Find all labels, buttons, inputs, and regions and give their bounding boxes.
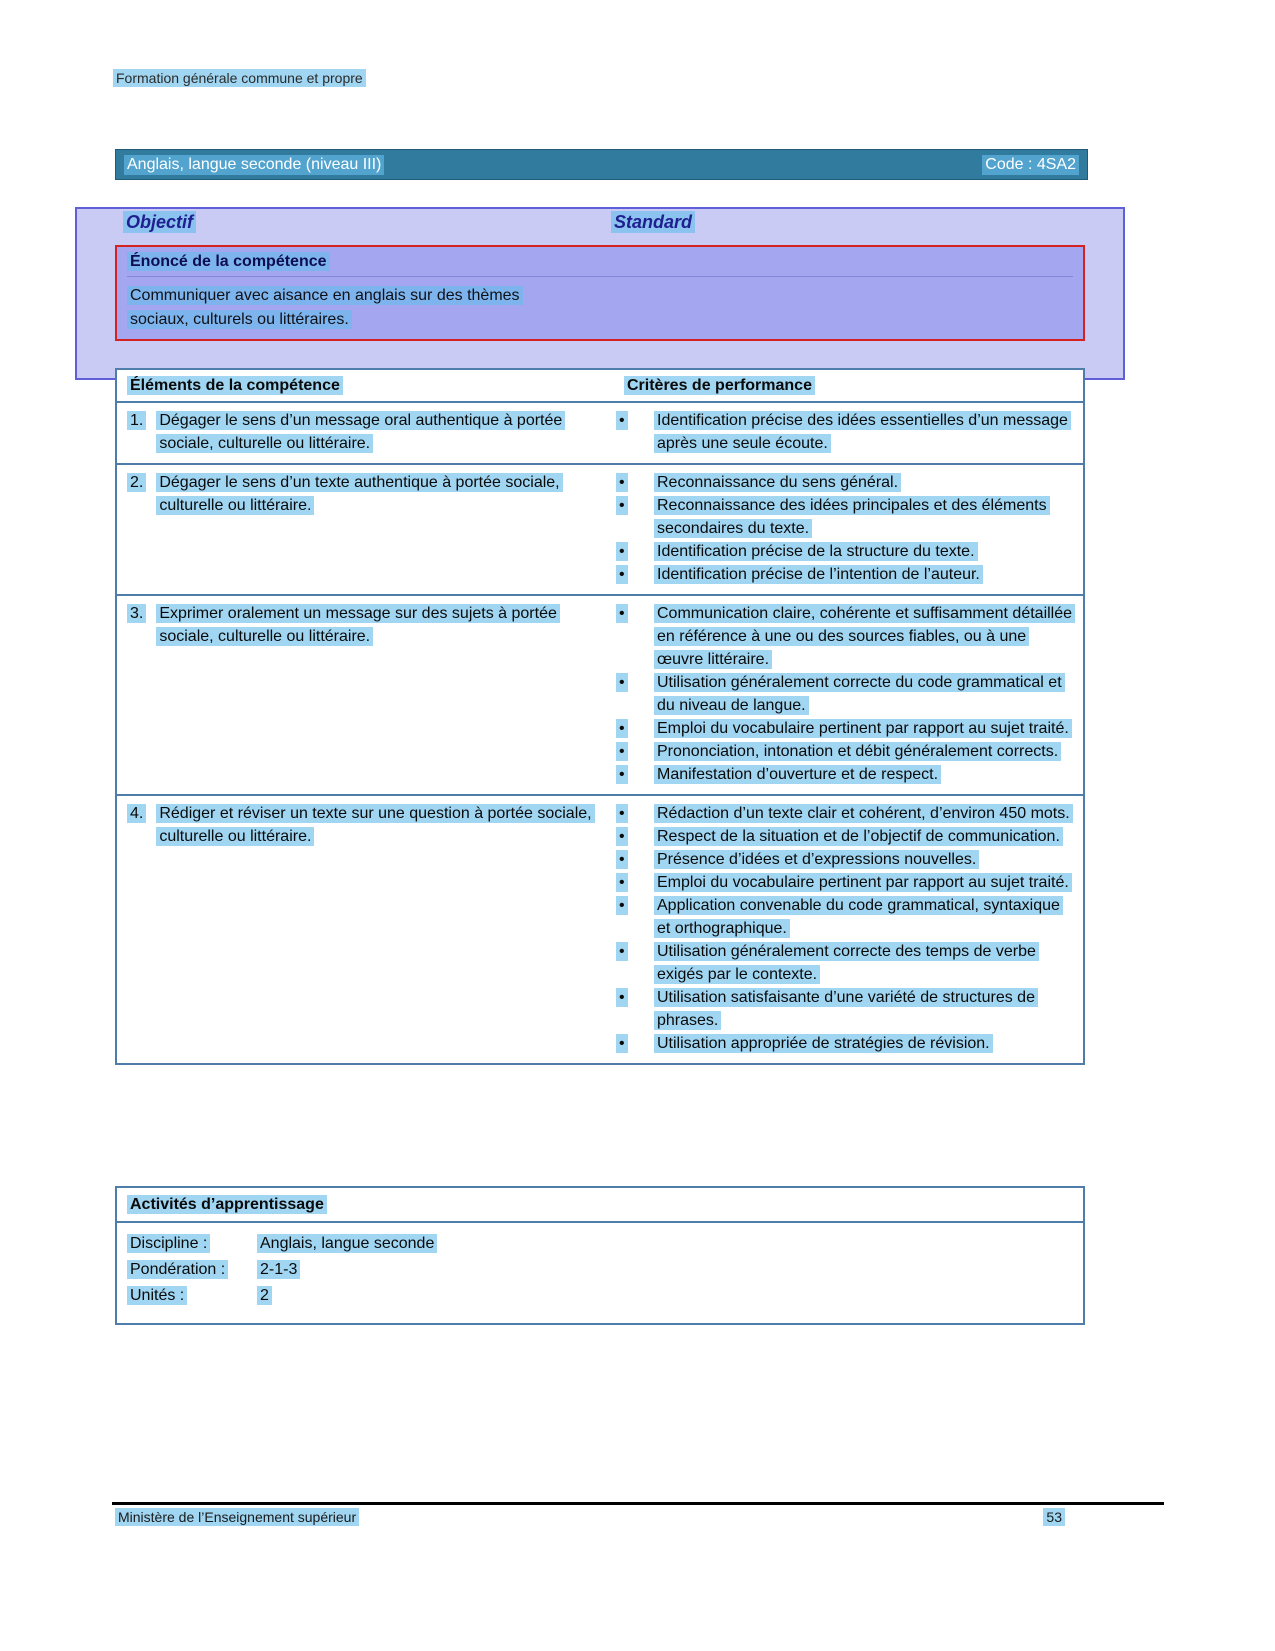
criterion-text: Utilisation satisfaisante d’une variété de structures de phrases.	[654, 986, 1077, 1032]
bullet-icon: •	[614, 471, 654, 494]
field-label: Discipline :	[127, 1231, 257, 1257]
bullet-icon: •	[614, 1032, 654, 1055]
criterion-text: Reconnaissance des idées principales et des éléments secondaires du texte.	[654, 494, 1077, 540]
criterion-item	[614, 802, 1077, 825]
criterion-text: Utilisation généralement correcte du code grammatical et du niveau de langue.	[654, 671, 1077, 717]
activites-apprentissage-box	[115, 1186, 1085, 1325]
criteria-cell	[614, 596, 1083, 794]
criterion-item	[614, 763, 1077, 786]
criterion-item	[614, 717, 1077, 740]
criterion-text: Manifestation d’ouverture et de respect.	[654, 763, 1077, 786]
activites-fields	[117, 1223, 1083, 1323]
criterion-text: Identification précise des idées essentielles d’un message après une seule écoute.	[654, 409, 1077, 455]
bullet-icon: •	[614, 409, 654, 455]
field-unites	[127, 1283, 1073, 1309]
element-text: Dégager le sens d’un texte authentique à portée sociale, culturelle ou littéraire.	[156, 471, 602, 586]
criteria-cell	[614, 465, 1083, 594]
standard-heading: Standard	[611, 212, 695, 233]
element-cell	[117, 596, 614, 794]
criterion-text: Application convenable du code grammatical, syntaxique et orthographique.	[654, 894, 1077, 940]
row-number: 3.	[127, 602, 146, 625]
bullet-icon: •	[614, 848, 654, 871]
element-text: Rédiger et réviser un texte sur une question à portée sociale, culturelle ou littéraire.	[156, 802, 602, 1055]
bullet-icon: •	[614, 602, 654, 671]
bullet-icon: •	[614, 894, 654, 940]
enonce-text: Communiquer avec aisance en anglais sur des thèmes sociaux, culturels ou littéraires.	[127, 284, 567, 332]
bullet-icon: •	[614, 802, 654, 825]
bullet-icon: •	[614, 871, 654, 894]
document-category-text: Formation générale commune et propre	[113, 69, 366, 87]
criterion-text: Identification précise de la structure du texte.	[654, 540, 1077, 563]
criterion-item	[614, 563, 1077, 586]
course-title: Anglais, langue seconde (niveau III)	[124, 155, 384, 175]
element-cell	[117, 465, 614, 594]
field-value: 2	[257, 1283, 272, 1309]
criteria-cell	[614, 403, 1083, 463]
field-value: Anglais, langue seconde	[257, 1231, 437, 1257]
row-number: 4.	[127, 802, 146, 825]
criterion-text: Identification précise de l’intention de l’auteur.	[654, 563, 1077, 586]
competence-table	[115, 368, 1085, 1065]
criterion-text: Reconnaissance du sens général.	[654, 471, 1077, 494]
enonce-title: Énoncé de la compétence	[127, 253, 1073, 277]
criterion-text: Prononciation, intonation et débit généralement corrects.	[654, 740, 1077, 763]
criterion-item	[614, 848, 1077, 871]
criterion-item	[614, 986, 1077, 1032]
table-row	[117, 596, 1083, 796]
field-ponderation	[127, 1257, 1073, 1283]
criterion-item	[614, 409, 1077, 455]
field-discipline	[127, 1231, 1073, 1257]
criterion-text: Rédaction d’un texte clair et cohérent, d’environ 450 mots.	[654, 802, 1077, 825]
footer-divider	[112, 1502, 1164, 1505]
criterion-text: Respect de la situation et de l’objectif de communication.	[654, 825, 1077, 848]
criterion-item	[614, 540, 1077, 563]
bullet-icon: •	[614, 740, 654, 763]
criterion-item	[614, 825, 1077, 848]
bullet-icon: •	[614, 540, 654, 563]
bullet-icon: •	[614, 671, 654, 717]
element-text: Exprimer oralement un message sur des sujets à portée sociale, culturelle ou littéraire.	[156, 602, 602, 786]
bullet-icon: •	[614, 717, 654, 740]
course-code: Code : 4SA2	[982, 155, 1079, 175]
field-value: 2-1-3	[257, 1257, 300, 1283]
objectif-heading: Objectif	[123, 212, 196, 233]
criterion-item	[614, 671, 1077, 717]
criterion-item	[614, 894, 1077, 940]
criterion-text: Emploi du vocabulaire pertinent par rapport au sujet traité.	[654, 717, 1077, 740]
table-header-row	[117, 370, 1083, 403]
row-number: 1.	[127, 409, 146, 432]
column-header-criteres: Critères de performance	[614, 370, 1083, 401]
bullet-icon: •	[614, 825, 654, 848]
element-text: Dégager le sens d’un message oral authentique à portée sociale, culturelle ou littéraire.	[156, 409, 602, 455]
bullet-icon: •	[614, 563, 654, 586]
table-row	[117, 403, 1083, 465]
objectif-standard-section	[75, 207, 1125, 380]
criterion-text: Utilisation appropriée de stratégies de révision.	[654, 1032, 1077, 1055]
criterion-text: Utilisation généralement correcte des temps de verbe exigés par le contexte.	[654, 940, 1077, 986]
document-category-label	[113, 70, 366, 86]
row-number: 2.	[127, 471, 146, 494]
field-label: Pondération :	[127, 1257, 257, 1283]
criteria-cell	[614, 796, 1083, 1063]
table-row	[117, 465, 1083, 596]
enonce-competence-box	[115, 245, 1085, 341]
criterion-item	[614, 494, 1077, 540]
criterion-item	[614, 471, 1077, 494]
criterion-item	[614, 940, 1077, 986]
footer-ministry: Ministère de l’Enseignement supérieur	[115, 1509, 359, 1525]
criterion-item	[614, 740, 1077, 763]
criterion-item	[614, 1032, 1077, 1055]
activites-title: Activités d’apprentissage	[117, 1188, 1083, 1223]
criterion-text: Emploi du vocabulaire pertinent par rapport au sujet traité.	[654, 871, 1077, 894]
criterion-item	[614, 602, 1077, 671]
criterion-text: Communication claire, cohérente et suffisamment détaillée en référence à une ou des sources fiables, ou à une œuvre littéraire.	[654, 602, 1077, 671]
page-footer	[115, 1509, 1065, 1525]
bullet-icon: •	[614, 940, 654, 986]
course-title-bar	[115, 149, 1088, 180]
bullet-icon: •	[614, 986, 654, 1032]
criterion-item	[614, 871, 1077, 894]
footer-page-number: 53	[1043, 1509, 1065, 1525]
criterion-text: Présence d’idées et d’expressions nouvelles.	[654, 848, 1077, 871]
bullet-icon: •	[614, 494, 654, 540]
element-cell	[117, 403, 614, 463]
element-cell	[117, 796, 614, 1063]
field-label: Unités :	[127, 1283, 257, 1309]
bullet-icon: •	[614, 763, 654, 786]
table-row	[117, 796, 1083, 1063]
column-header-elements: Éléments de la compétence	[117, 370, 614, 401]
